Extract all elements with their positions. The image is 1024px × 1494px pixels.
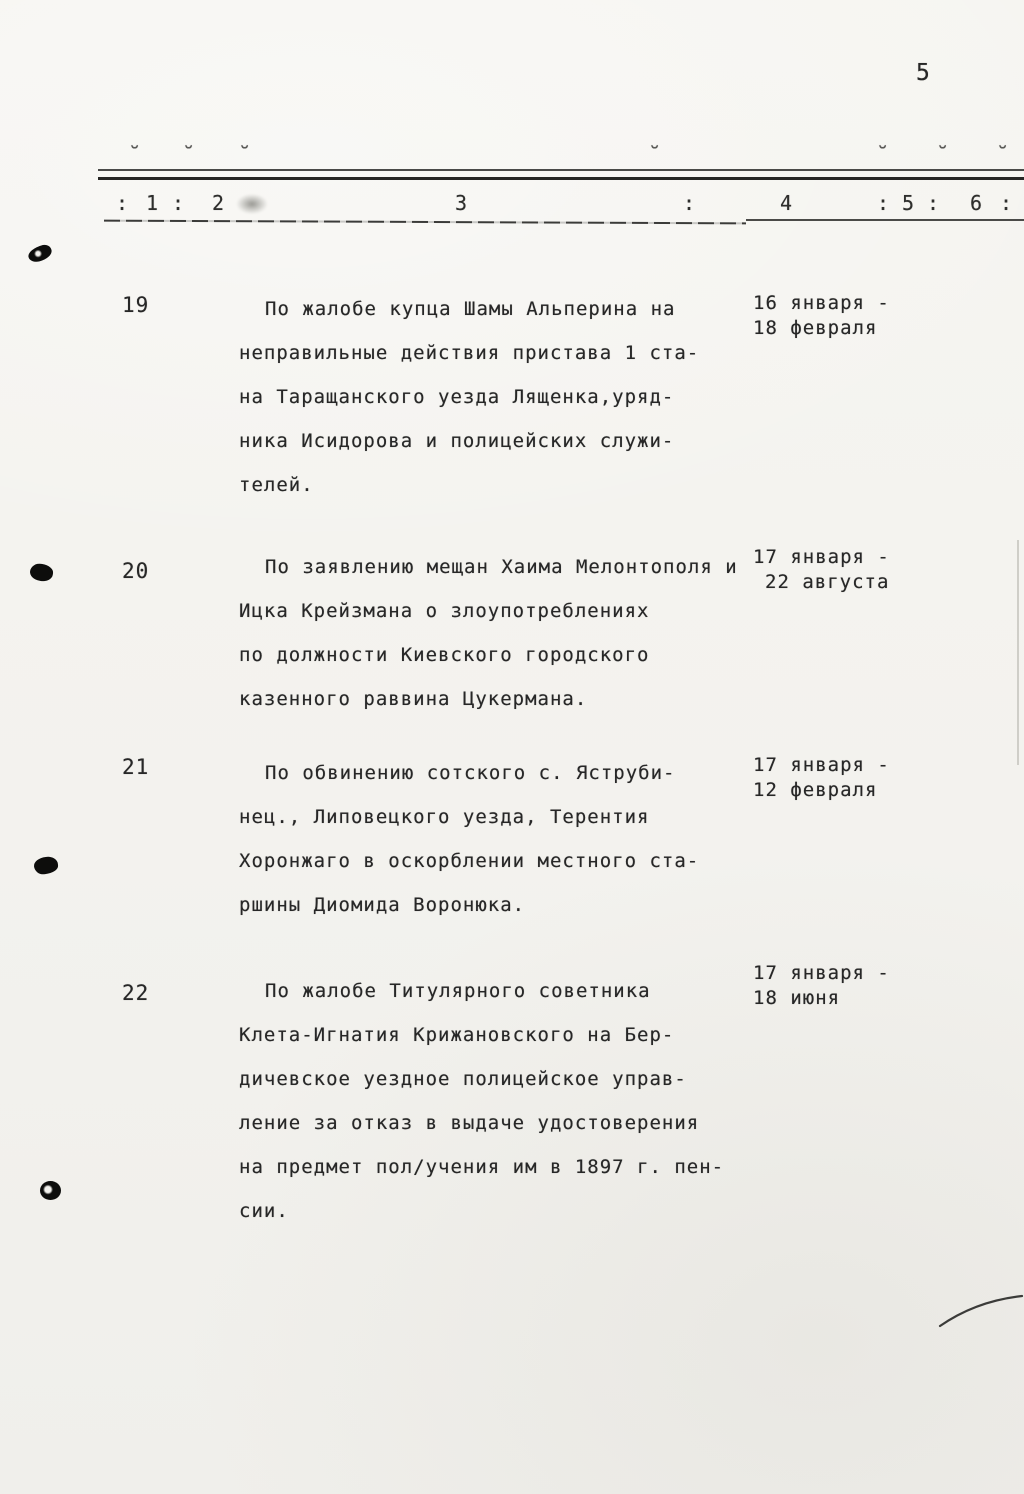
entry-text-line: телей.: [239, 474, 314, 496]
entry-dates: [753, 961, 890, 1011]
header-rule-top: [98, 169, 1024, 171]
date-range-start: 16 января -: [753, 292, 890, 314]
entry-text-line: сии.: [239, 1200, 289, 1222]
column-separator: :: [877, 191, 891, 215]
entry-text-line: Ицка Крейзмана о злоупотреблениях: [239, 600, 650, 622]
entry-number: 21: [122, 755, 150, 779]
entry-text: [239, 545, 751, 721]
entry-text: [239, 287, 751, 507]
entry-text: [239, 969, 751, 1233]
entry-text-line: казенного раввина Цукермана.: [239, 688, 588, 710]
entry-dates: [753, 545, 890, 595]
entry-dates: [753, 291, 890, 341]
column-separator: :: [683, 191, 697, 215]
scan-artifact-line: [1017, 540, 1019, 765]
ink-blot: [27, 243, 54, 263]
date-range-start: 17 января -: [753, 754, 890, 776]
entry-number: 19: [122, 293, 150, 317]
entry-text-line: По жалобе Титулярного советника: [265, 980, 651, 1002]
typewriter-tick-mark: ˘: [876, 144, 890, 169]
column-separator: :: [1000, 191, 1014, 215]
header-rule-top-thick: [98, 177, 1024, 180]
entry-dates: [753, 753, 890, 803]
date-range-start: 17 января -: [753, 962, 890, 984]
header-rule-bottom: [746, 219, 1024, 221]
date-range-start: 17 января -: [753, 546, 890, 568]
column-number-4: 4: [780, 191, 794, 215]
ink-blot: [40, 1181, 61, 1200]
entry-number: 20: [122, 559, 150, 583]
column-separator: :: [116, 191, 130, 215]
entry-text-line: Клета-Игнатия Крижановского на Бер-: [239, 1024, 675, 1046]
typewriter-tick-mark: ˘: [182, 144, 196, 169]
entry-text-line: ршины Диомида Воронюка.: [239, 894, 526, 916]
header-rule-bottom-dashed: [104, 220, 746, 225]
entry-text-line: на Таращанского уезда Лященка,уряд-: [239, 386, 675, 408]
column-number-5: 5: [902, 191, 916, 215]
entry-text-line: нец., Липовецкого уезда, Терентия: [239, 806, 650, 828]
entry-text-line: ление за отказ в выдаче удостоверения: [239, 1112, 700, 1134]
entry-text-line: на предмет пол/учения им в 1897 г. пен-: [239, 1156, 725, 1178]
date-range-end: 12 февраля: [753, 779, 878, 801]
entry-text-line: По жалобе купца Шамы Альперина на: [265, 298, 676, 320]
entry-text-line: неправильные действия пристава 1 ста-: [239, 342, 700, 364]
typewriter-tick-mark: ˘: [238, 144, 252, 169]
column-separator: :: [927, 191, 941, 215]
typewriter-tick-mark: ˘: [648, 144, 662, 169]
page-number: 5: [916, 60, 930, 86]
column-number-3: 3: [455, 191, 469, 215]
entry-text-line: По обвинению сотского с. Яструби-: [265, 762, 676, 784]
ink-blot: [29, 562, 54, 582]
pen-stroke: [938, 1290, 1024, 1332]
ink-blot: [33, 856, 59, 875]
entry-text: [239, 751, 751, 927]
date-range-end: 22 августа: [765, 571, 890, 593]
entry-text-line: дичевское уездное полицейское управ-: [239, 1068, 687, 1090]
typewriter-tick-mark: ˘: [996, 144, 1010, 169]
ink-smudge: [230, 190, 274, 218]
date-range-end: 18 февраля: [753, 317, 878, 339]
column-number-6: 6: [970, 191, 984, 215]
entry-number: 22: [122, 981, 150, 1005]
column-number-1: 1: [146, 191, 160, 215]
entry-text-line: ника Исидорова и полицейских служи-: [239, 430, 675, 452]
column-separator: :: [172, 191, 186, 215]
column-number-2: 2: [212, 191, 226, 215]
entry-text-line: по должности Киевского городского: [239, 644, 650, 666]
typewriter-tick-mark: ˘: [936, 144, 950, 169]
entry-text-line: Хоронжаго в оскорблении местного ста-: [239, 850, 700, 872]
date-range-end: 18 июня: [753, 987, 841, 1009]
typewriter-tick-mark: ˘: [128, 144, 142, 169]
entry-text-line: По заявлению мещан Хаима Мелонтополя и: [265, 556, 738, 578]
